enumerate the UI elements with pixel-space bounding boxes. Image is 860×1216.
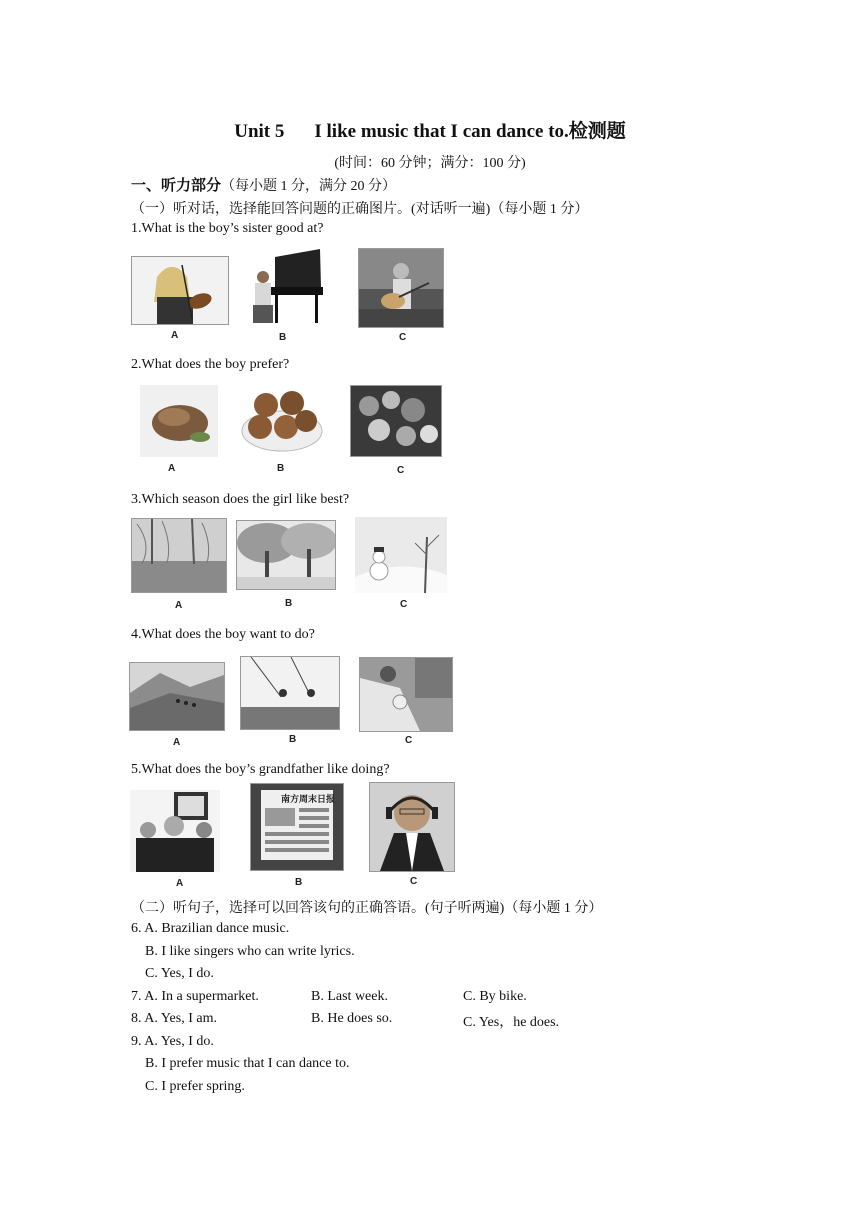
option-label: A	[168, 463, 176, 474]
winter-snowman-photo	[355, 517, 447, 593]
option-label: B	[277, 463, 285, 474]
q7-option-b: B. Last week.	[311, 989, 388, 1004]
question-2: 2.What does the boy prefer?	[131, 357, 290, 372]
question-3: 3.Which season does the girl like best?	[131, 492, 350, 507]
exam-info: (时间：60 分钟；满分：100 分)	[334, 156, 526, 171]
option-label: C	[399, 332, 407, 343]
q8-option-a: 8. A. Yes, I am.	[131, 1011, 217, 1026]
option-label: A	[176, 878, 184, 889]
fruit-photo	[350, 385, 442, 457]
violin-player-photo	[131, 256, 229, 325]
q9-option-b: B. I prefer music that I can dance to.	[145, 1056, 350, 1071]
newspaper-masthead: 南方周末日报	[281, 795, 336, 805]
autumn-trees-photo	[236, 520, 336, 590]
question-4: 4.What does the boy want to do?	[131, 627, 315, 642]
mooncakes-photo	[240, 385, 324, 455]
q9-option-a: 9. A. Yes, I do.	[131, 1034, 214, 1049]
part2-instruction: （二）听句子，选择可以回答该句的正确答语。(句子听两遍)（每小题 1 分）	[131, 901, 603, 916]
option-label: C	[405, 735, 413, 746]
title-text: I like music that I can dance to.检测题	[314, 121, 626, 142]
option-label: C	[410, 876, 418, 887]
reading-newspaper-photo	[250, 783, 344, 871]
watching-tv-photo	[130, 790, 220, 872]
hiking-photo	[129, 662, 225, 731]
q6-option-c: C. Yes, I do.	[145, 966, 214, 981]
page-title	[0, 116, 860, 143]
boating-photo	[359, 657, 453, 732]
part1-instruction: （一）听对话，选择能回答问题的正确图片。(对话听一遍)（每小题 1 分）	[131, 202, 589, 217]
option-label: A	[171, 330, 179, 341]
option-label: A	[173, 737, 181, 748]
section-note: （每小题 1 分，满分 20 分）	[221, 179, 397, 194]
option-label: B	[279, 332, 287, 343]
option-label: A	[175, 600, 183, 611]
option-label: B	[289, 734, 297, 745]
swinging-photo	[240, 656, 340, 730]
q6-option-a: 6. A. Brazilian dance music.	[131, 921, 290, 936]
section-title: 一、听力部分	[131, 176, 222, 194]
question-1: 1.What is the boy’s sister good at?	[131, 221, 324, 236]
question-5: 5.What does the boy’s grandfather like doing?	[131, 762, 390, 777]
unit-label: Unit 5	[234, 121, 285, 142]
q9-option-c: C. I prefer spring.	[145, 1079, 245, 1094]
option-label: B	[295, 877, 303, 888]
roast-chicken-photo	[140, 385, 218, 457]
q8-option-c: C. Yes，he does.	[463, 1015, 560, 1030]
option-label: C	[400, 599, 408, 610]
q7-option-c: C. By bike.	[463, 989, 527, 1004]
piano-player-photo	[245, 247, 323, 325]
section-heading	[131, 174, 396, 195]
guitar-player-photo	[358, 248, 444, 328]
option-label: B	[285, 598, 293, 609]
q8-option-b: B. He does so.	[311, 1011, 393, 1026]
q6-option-b: B. I like singers who can write lyrics.	[145, 944, 355, 959]
q7-option-a: 7. A. In a supermarket.	[131, 989, 259, 1004]
listening-music-photo	[369, 782, 455, 872]
option-label: C	[397, 465, 405, 476]
spring-lake-photo	[131, 518, 227, 593]
